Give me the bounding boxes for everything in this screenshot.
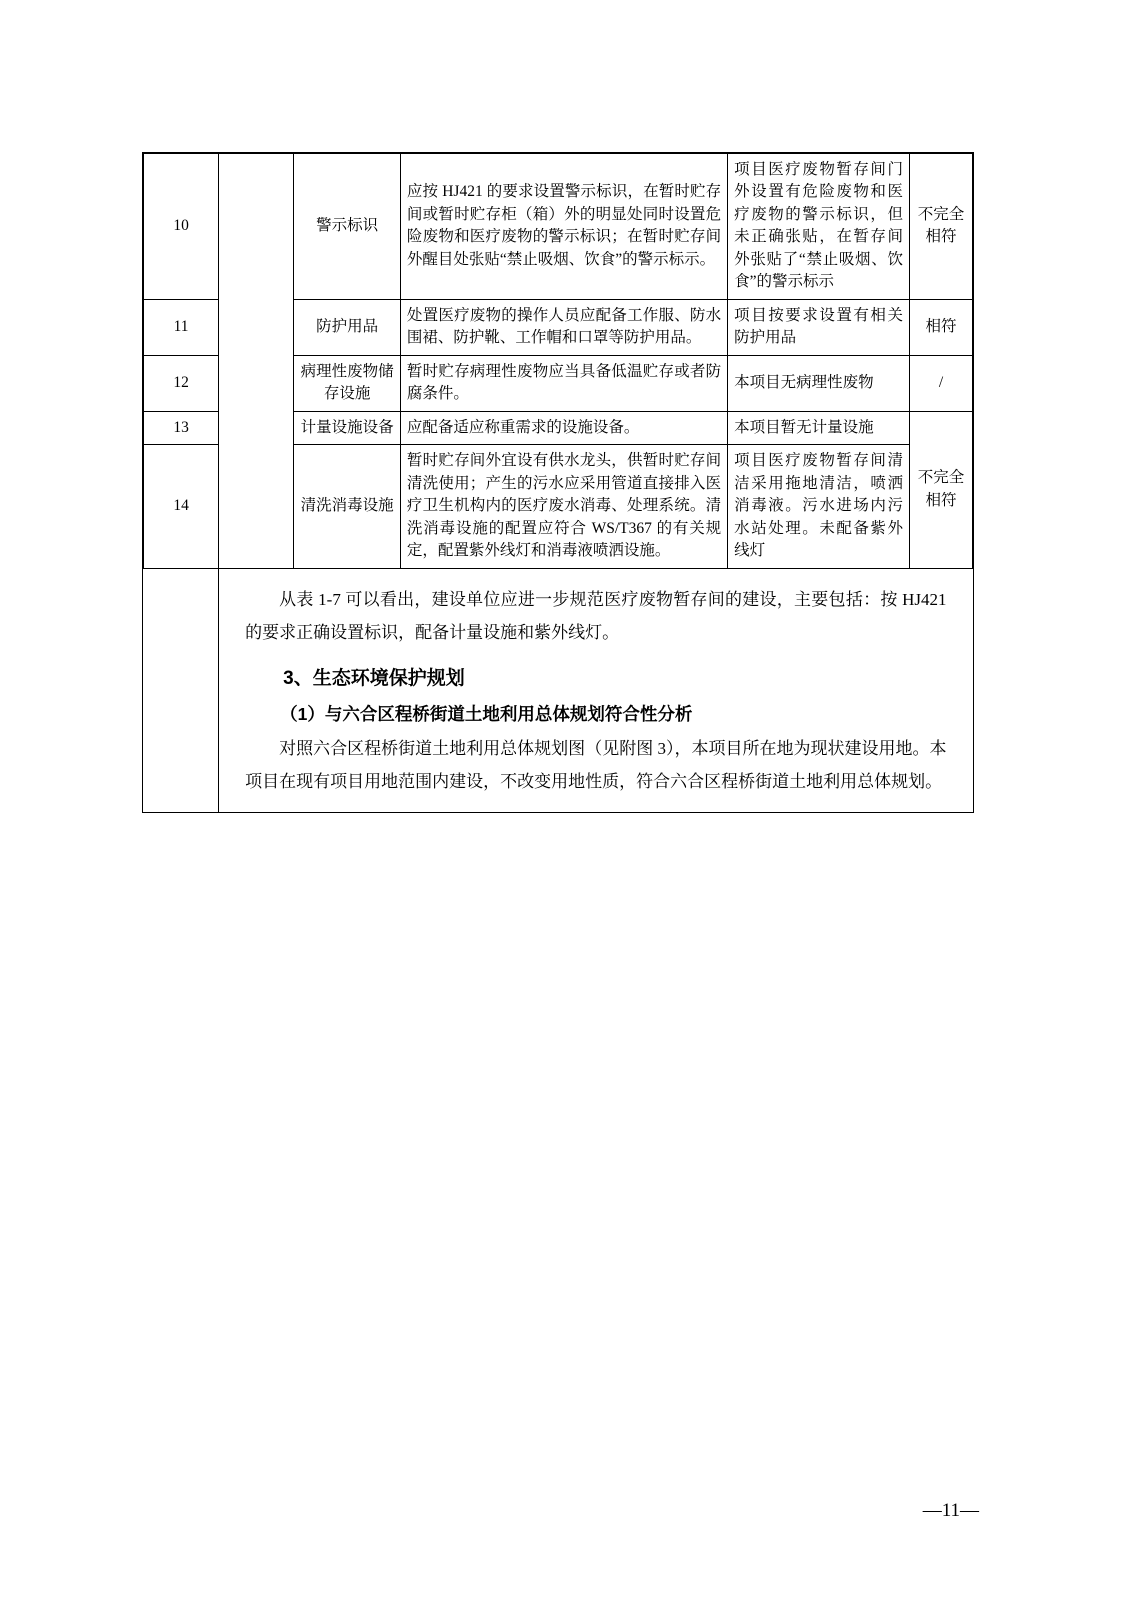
row-actual: 本项目无病理性废物: [728, 355, 910, 411]
row-requirement: 应配备适应称重需求的设施设备。: [400, 411, 727, 444]
row-actual: 项目医疗废物暂存间清洁采用拖地清洁，喷洒消毒液。污水进场内污水站处理。未配备紫外线灯: [728, 445, 910, 568]
row-result-merged: 不完全相符: [909, 411, 972, 568]
row-number: 12: [144, 355, 219, 411]
row-requirement: 暂时贮存病理性废物应当具备低温贮存或者防腐条件。: [400, 355, 727, 411]
row-item: 计量设施设备: [294, 411, 401, 444]
content-frame: [142, 152, 974, 813]
spacer-cell: [144, 568, 219, 812]
row-result: /: [909, 355, 972, 411]
compliance-table: [143, 153, 973, 812]
section-heading: 3、生态环境保护规划: [283, 667, 465, 689]
table-row: [144, 154, 973, 300]
body-text-cell: [219, 568, 973, 812]
row-result: 不完全相符: [909, 154, 972, 300]
row-item: 病理性废物储存设施: [294, 355, 401, 411]
row-item: 警示标识: [294, 154, 401, 300]
page-number: —11—: [922, 1500, 979, 1521]
row-requirement: 处置医疗废物的操作人员应配备工作服、防水围裙、防护靴、工作帽和口罩等防护用品。: [400, 299, 727, 355]
row-actual: 项目医疗废物暂存间门外设置有危险废物和医疗废物的警示标识，但未正确张贴，在暂存间外张贴了“禁止吸烟、饮食”的警示标示: [728, 154, 910, 300]
row-actual: 本项目暂无计量设施: [728, 411, 910, 444]
paragraph-analysis: 对照六合区程桥街道土地利用总体规划图（见附图 3），本项目所在地为现状建设用地。本项目在现有项目用地范围内建设，不改变用地性质，符合六合区程桥街道土地利用总体规划。: [245, 738, 947, 791]
body-text-row: [144, 568, 973, 812]
row-number: 14: [144, 445, 219, 568]
row-number: 10: [144, 154, 219, 300]
paragraph-summary: 从表 1-7 可以看出，建设单位应进一步规范医疗废物暂存间的建设，主要包括：按 HJ421 的要求正确设置标识，配备计量设施和紫外线灯。: [245, 589, 947, 642]
row-requirement: 应按 HJ421 的要求设置警示标识，在暂时贮存间或暂时贮存柜（箱）外的明显处同时设置危险废物和医疗废物的警示标识；在暂时贮存间外醒目处张贴“禁止吸烟、饮食”的警示标示。: [400, 154, 727, 300]
row-actual: 项目按要求设置有相关防护用品: [728, 299, 910, 355]
row-item: 清洗消毒设施: [294, 445, 401, 568]
row-result: 相符: [909, 299, 972, 355]
subsection-heading: （1）与六合区程桥街道土地利用总体规划符合性分析: [280, 704, 693, 725]
row-requirement: 暂时贮存间外宜设有供水龙头，供暂时贮存间清洗使用；产生的污水应采用管道直接排入医疗卫生机构内的医疗废水消毒、处理系统。清洗消毒设施的配置应符合 WS/T367 的有关规定，配置紫外线灯和消毒液喷洒设施。: [400, 445, 727, 568]
row-number: 13: [144, 411, 219, 444]
row-item: 防护用品: [294, 299, 401, 355]
spacer-column: [219, 154, 294, 569]
row-number: 11: [144, 299, 219, 355]
